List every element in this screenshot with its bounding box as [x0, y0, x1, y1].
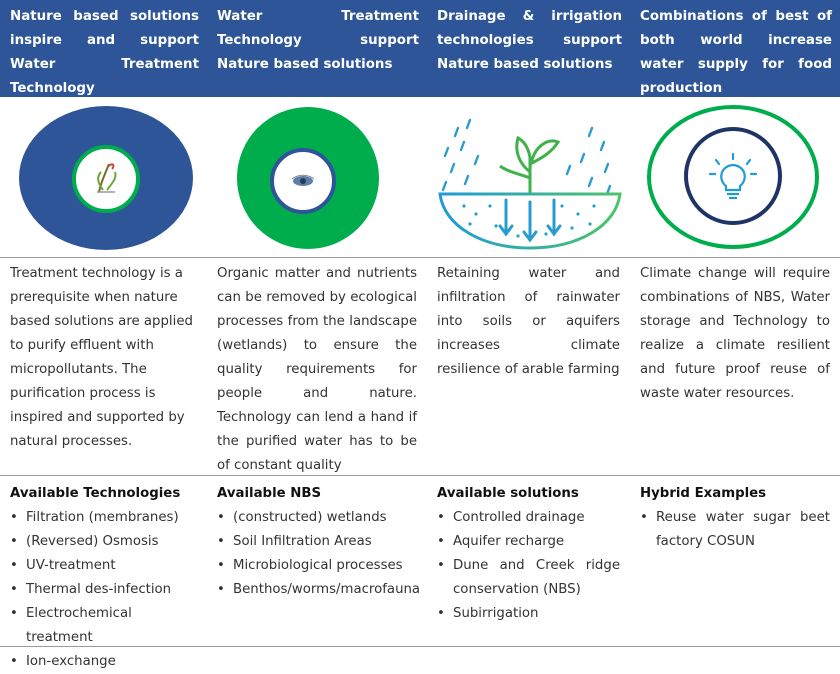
list — [640, 506, 830, 554]
description-cell-4: Climate change will require combinations of NBS, Water storage and Technology to realize a climate resilient and future proof reuse of waste water resources. — [630, 258, 840, 476]
image-cell-4 — [630, 97, 840, 258]
list-item: • Reuse water sugar beet factory COSUN — [640, 506, 830, 554]
list-item: • Filtration (membranes) — [10, 506, 197, 530]
list-item: • Microbiological processes — [217, 554, 417, 578]
list-cell-4 — [630, 476, 840, 647]
list-item: • Dune and Creek ridge conservation (NBS) — [437, 554, 620, 602]
list-item: • (Reversed) Osmosis — [10, 530, 197, 554]
list-item: • Benthos/worms/macrofauna — [217, 578, 417, 602]
header-cell-1: Nature based solutions inspire and support Water Treatment Technology — [0, 0, 207, 97]
list-title: Available Technologies — [10, 486, 181, 501]
description-cell-2: Organic matter and nutrients can be removed by ecological processes from the landscape (wetlands) to ensure the quality requirements for people and nature. Technology can lend a hand if the purified water has to be of constant quality — [207, 258, 427, 476]
list-cell-2 — [207, 476, 427, 647]
list-item: • UV-treatment — [10, 554, 197, 578]
image-cell-2 — [207, 97, 427, 258]
image-cell-1 — [0, 97, 207, 258]
list-title: Hybrid Examples — [640, 486, 767, 501]
lightbulb-icon — [640, 102, 830, 252]
list-item: • Ion-exchange — [10, 650, 197, 674]
list-item: • Controlled drainage — [437, 506, 620, 530]
header-cell-4: Combinations of best of both world increase water supply for food production — [630, 0, 840, 97]
header-cell-3: Drainage & irrigation technologies support Nature based solutions — [427, 0, 630, 97]
list-title: Available NBS — [217, 486, 322, 501]
image-cell-3 — [427, 97, 630, 258]
description-cell-1: Treatment technology is a prerequisite when nature based solutions are applied to purify effluent with micropollutants. The purification process is inspired and supported by natural processes. — [0, 258, 207, 476]
list — [437, 506, 620, 626]
list-cell-1 — [0, 476, 207, 669]
list-title: Available solutions — [437, 486, 579, 501]
list-item: • (constructed) wetlands — [217, 506, 417, 530]
list-item: • Aquifer recharge — [437, 530, 620, 554]
description-cell-3: Retaining water and infiltration of rainwater into soils or aquifers increases climate resilience of arable farming — [427, 258, 630, 476]
sprouting-plant-soil-icon — [434, 102, 624, 252]
list — [10, 506, 197, 674]
list-item: • Thermal des-infection — [10, 578, 197, 602]
header-cell-2: Water Treatment Technology support Nature based solutions — [207, 0, 427, 97]
list-item: • Subirrigation — [437, 602, 620, 626]
list-item: • Soil Infiltration Areas — [217, 530, 417, 554]
eye-icon — [222, 102, 412, 252]
list-cell-3 — [427, 476, 630, 647]
list — [217, 506, 421, 602]
plant-icon — [9, 102, 199, 252]
list-item: • Electrochemical treatment — [10, 602, 197, 650]
